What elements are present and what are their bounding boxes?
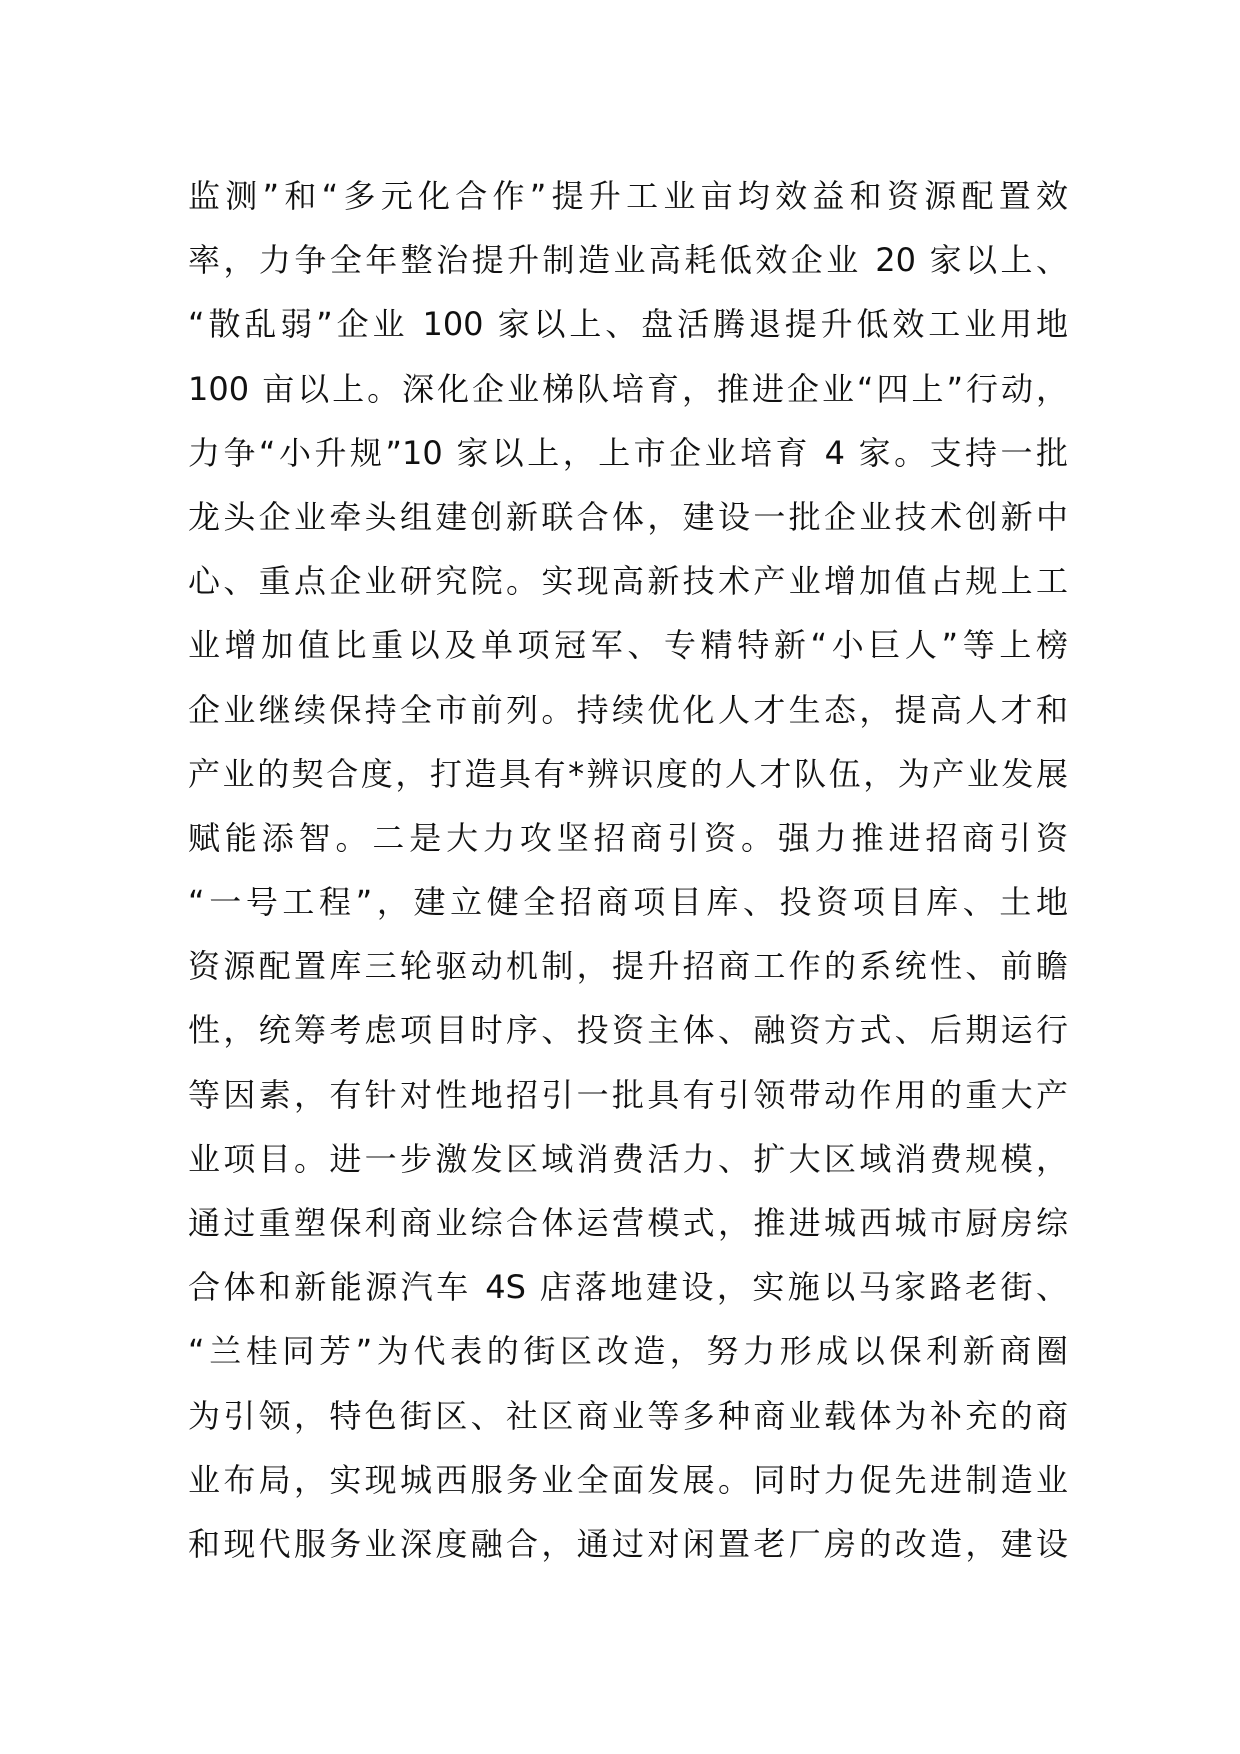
text-line: 龙头企业牵头组建创新联合体，建设一批企业技术创新中 — [188, 497, 1068, 536]
body-text — [188, 164, 1068, 1576]
text-line: 为引领，特色街区、社区商业等多种商业载体为补充的商 — [188, 1396, 1068, 1435]
text-line: 100 亩以上。深化企业梯队培育，推进企业“四上”行动， — [188, 369, 1068, 408]
text-line: “兰桂同芳”为代表的街区改造，努力形成以保利新商圈 — [188, 1332, 1068, 1371]
text-line: 和现代服务业深度融合，通过对闲置老厂房的改造，建设 — [188, 1524, 1068, 1563]
text-line: 资源配置库三轮驱动机制，提升招商工作的系统性、前瞻 — [188, 947, 1068, 986]
text-line: 等因素，有针对性地招引一批具有引领带动作用的重大产 — [188, 1075, 1068, 1114]
text-line: 合体和新能源汽车 4S 店落地建设，实施以马家路老街、 — [188, 1268, 1068, 1307]
text-line: 业布局，实现城西服务业全面发展。同时力促先进制造业 — [188, 1460, 1068, 1499]
text-line: 监测”和“多元化合作”提升工业亩均效益和资源配置效 — [188, 177, 1068, 215]
text-line: 产业的契合度，打造具有*辨识度的人才队伍，为产业发展 — [188, 754, 1068, 793]
text-line: 力争“小升规”10 家以上，上市企业培育 4 家。支持一批 — [188, 433, 1068, 472]
text-line: 率，力争全年整治提升制造业高耗低效企业 20 家以上、 — [188, 241, 1068, 280]
text-line: 性，统筹考虑项目时序、投资主体、融资方式、后期运行 — [188, 1011, 1068, 1050]
text-line: 心、重点企业研究院。实现高新技术产业增加值占规上工 — [188, 562, 1068, 601]
text-line: 通过重塑保利商业综合体运营模式，推进城西城市厨房综 — [188, 1204, 1068, 1242]
text-line: 企业继续保持全市前列。持续优化人才生态，提高人才和 — [188, 690, 1068, 729]
text-line: “散乱弱”企业 100 家以上、盘活腾退提升低效工业用地 — [188, 305, 1068, 344]
text-line: 业增加值比重以及单项冠军、专精特新“小巨人”等上榜 — [188, 626, 1068, 665]
text-line: “一号工程”，建立健全招商项目库、投资项目库、土地 — [188, 883, 1068, 922]
text-line: 赋能添智。二是大力攻坚招商引资。强力推进招商引资 — [188, 818, 1068, 857]
text-line: 业项目。进一步激发区域消费活力、扩大区域消费规模， — [188, 1139, 1068, 1178]
